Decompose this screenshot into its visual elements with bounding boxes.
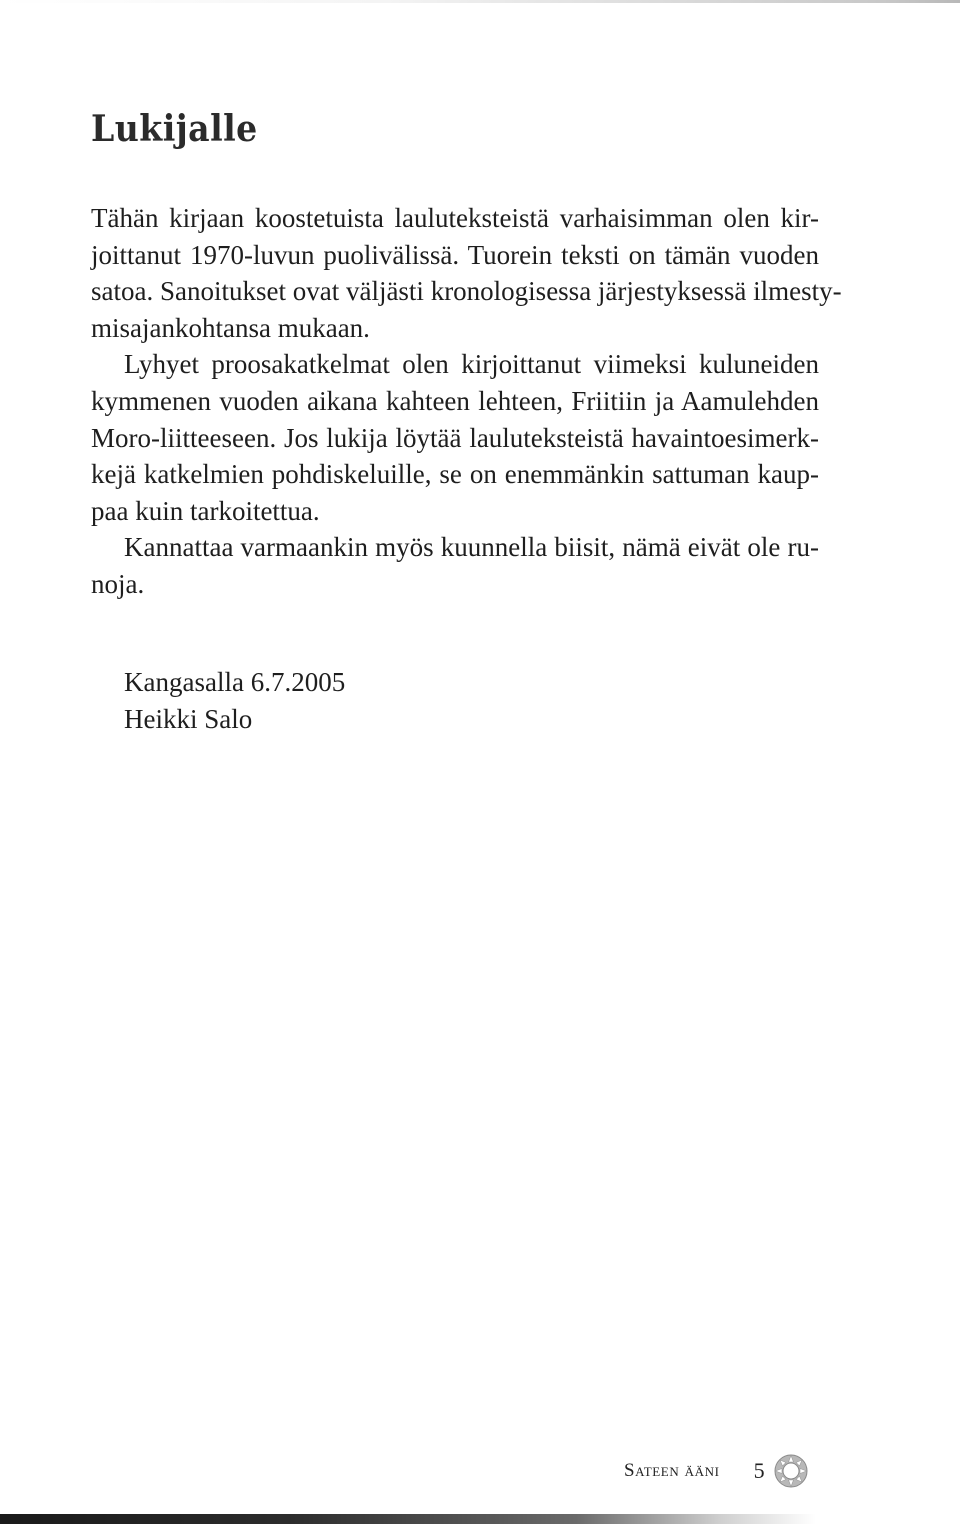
scan-top-edge bbox=[0, 0, 960, 3]
scan-bottom-edge bbox=[0, 1514, 960, 1524]
text-line: joittanut 1970-luvun puolivälissä. Tuorein teksti on tämän vuoden bbox=[91, 239, 819, 270]
signature bbox=[124, 664, 345, 738]
text-line: noja. bbox=[91, 568, 145, 599]
paragraph-2 bbox=[91, 346, 819, 529]
text-line: Tähän kirjaan koostetuista lauluteksteistä varhaisimman olen kir- bbox=[91, 203, 819, 233]
text-line: misajankohtansa mukaan. bbox=[91, 312, 370, 343]
text-line: kymmenen vuoden aikana kahteen lehteen, Friitiin ja Aamulehden bbox=[91, 385, 819, 416]
running-footer-book-title: Sateen ääni bbox=[624, 1460, 720, 1481]
text-line: kejä katkelmien pohdiskeluille, se on enemmänkin sattuman kaup- bbox=[91, 459, 819, 490]
page-title: Lukijalle bbox=[91, 108, 258, 150]
page-footer bbox=[624, 1451, 809, 1491]
paragraph-1 bbox=[91, 200, 842, 346]
signature-place-date: Kangasalla 6.7.2005 bbox=[124, 667, 346, 697]
text-line: Lyhyet proosakatkelmat olen kirjoittanut viimeksi kuluneiden bbox=[124, 349, 819, 380]
page-number: 5 bbox=[753, 1458, 765, 1483]
text-line: paa kuin tarkoitettua. bbox=[91, 495, 320, 526]
sun-ornament-icon bbox=[773, 1453, 809, 1489]
body-text bbox=[91, 200, 842, 603]
text-line: Moro-liitteeseen. Jos lukija löytää lauluteksteistä havaintoesimerk- bbox=[91, 422, 819, 453]
text-line: Kannattaa varmaankin myös kuunnella biisit, nämä eivät ole ru- bbox=[124, 532, 819, 563]
paragraph-3 bbox=[91, 529, 819, 602]
text-line: satoa. Sanoitukset ovat väljästi kronologisessa järjestyksessä ilmesty- bbox=[91, 276, 842, 307]
signature-author: Heikki Salo bbox=[124, 704, 253, 734]
